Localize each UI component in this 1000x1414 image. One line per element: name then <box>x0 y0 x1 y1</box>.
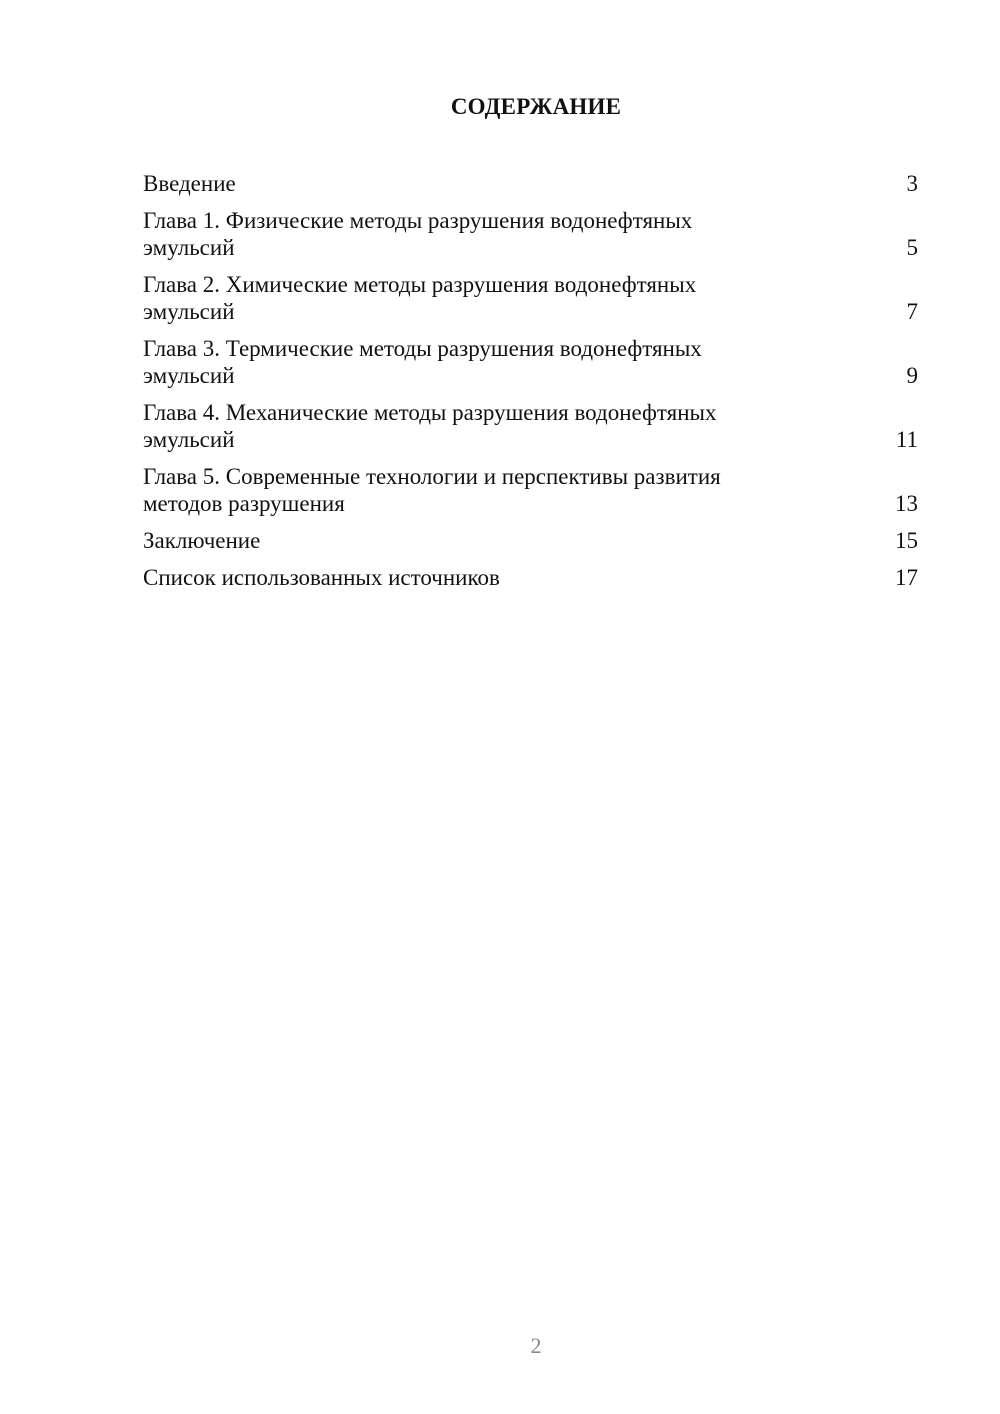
toc-entry-title: Глава 3. Термические методы разрушения водонефтяных эмульсий <box>143 336 702 388</box>
toc-entry <box>143 271 918 325</box>
page-title: СОДЕРЖАНИЕ <box>450 94 622 119</box>
toc-entry <box>143 207 918 261</box>
toc-entry-title: Заключение <box>143 528 261 553</box>
toc-entry-page: 17 <box>895 565 918 590</box>
page-number: 2 <box>530 1333 542 1358</box>
toc-entry-title: Глава 1. Физические методы разрушения водонефтяных эмульсий <box>143 208 693 260</box>
toc-entry-page: 3 <box>906 171 918 196</box>
toc-entry <box>143 564 918 591</box>
toc-entry <box>143 170 918 197</box>
toc-entry-page: 7 <box>906 299 918 324</box>
toc-entry <box>143 335 918 389</box>
toc-entry-page: 13 <box>895 491 918 516</box>
toc-entry-title: Глава 2. Химические методы разрушения водонефтяных эмульсий <box>143 272 697 324</box>
toc-entry-page: 9 <box>906 363 918 388</box>
toc-entry-page: 15 <box>895 528 918 553</box>
toc-entry-title: Глава 4. Механические методы разрушения водонефтяных эмульсий <box>143 400 717 452</box>
toc-entry <box>143 527 918 554</box>
toc-entry-page: 11 <box>895 427 918 452</box>
toc-entry-title: Глава 5. Современные технологии и перспективы развития методов разрушения <box>143 464 721 516</box>
toc-entry-title: Список использованных источников <box>143 565 500 590</box>
toc-entry-title: Введение <box>143 171 236 196</box>
toc-entry <box>143 399 918 453</box>
toc-entry <box>143 463 918 517</box>
table-of-contents <box>143 170 918 601</box>
toc-entry-page: 5 <box>906 235 918 260</box>
